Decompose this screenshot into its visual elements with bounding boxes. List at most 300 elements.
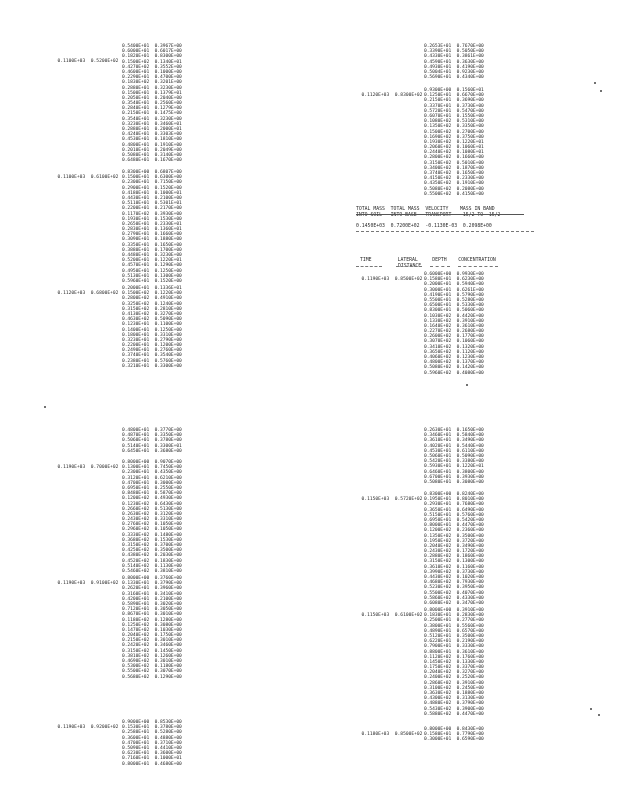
concentration-value: 0.3810E+00 <box>154 568 182 574</box>
concentration-value: 0.5760E+00 <box>154 358 182 364</box>
depth-value: 0.3630E+02 <box>424 691 452 696</box>
depth-value: 0.2600E+02 <box>424 334 452 340</box>
concentration-value: 0.2550E+00 <box>154 485 182 491</box>
depth-value: 0.6000E+00 <box>424 272 452 277</box>
concentration-value: 0.3630E+00 <box>456 59 484 65</box>
depth-value: 0.1500E+02 <box>122 291 150 297</box>
depth-value: 0.2660E+02 <box>122 506 150 512</box>
concentration-value: 0.5301E+01 <box>154 201 182 207</box>
depth-value: 0.1500E+02 <box>122 59 150 65</box>
concentration-value: 0.5090E+00 <box>154 317 182 323</box>
concentration-value: 0.7150E+00 <box>154 180 182 186</box>
summary-val-1: 0.1450E+03 <box>356 224 385 229</box>
concentration-value: 0.3900E+00 <box>456 706 484 712</box>
depth-value: 0.4330E+01 <box>424 54 452 60</box>
depth-value: 0.6220E+01 <box>424 639 452 645</box>
concentration-value: 0.3050E+00 <box>154 607 182 613</box>
concentration-value: 0.6110E+00 <box>456 448 484 454</box>
concentration-value: 0.4190E+00 <box>456 64 484 70</box>
depth-value: 0.6480E+01 <box>122 158 150 164</box>
group-lateral: 0.6100E+02 <box>394 613 423 618</box>
concentration-value: 0.4340E+00 <box>456 75 484 81</box>
concentration-value: 0.5010E+00 <box>456 160 484 166</box>
concentration-value: 0.2700E+00 <box>456 129 484 135</box>
concentration-value: 0.1550E+00 <box>456 113 484 119</box>
depth-value: 0.2880E+01 <box>122 127 150 132</box>
depth-value: 0.4700E+01 <box>122 480 150 486</box>
depth-value: 0.8670E+01 <box>122 612 150 618</box>
depth-value: 0.1170E+02 <box>122 211 150 217</box>
depth-value: 0.2830E+01 <box>122 227 150 233</box>
concentration-value: 0.6807E+00 <box>154 170 182 175</box>
depth-value: 0.3810E+02 <box>122 653 150 659</box>
concentration-value: 0.3950E+00 <box>456 585 484 591</box>
depth-value: 0.1830E+02 <box>122 80 150 86</box>
scan-speck <box>600 90 602 92</box>
summary-col-3: VELOCITY <box>425 207 449 212</box>
concentration-value: 0.3230E+00 <box>154 253 182 258</box>
depth-value: 0.2500E+01 <box>424 618 452 624</box>
depth-value: 0.2040E+02 <box>122 633 150 639</box>
concentration-value: 0.1560E+01 <box>456 88 484 93</box>
concentration-value: 0.3490E+00 <box>456 438 484 444</box>
concentration-value: 0.8300E+00 <box>154 54 182 60</box>
concentration-value: 0.1200E+00 <box>154 343 182 349</box>
concentration-value: 0.1279E+00 <box>154 106 182 112</box>
depth-value: 0.4590E+01 <box>424 59 452 65</box>
depth-value: 0.1400E+01 <box>122 327 150 333</box>
depth-value: 0.2490E+01 <box>122 348 150 354</box>
depth-value: 0.1350E+02 <box>424 124 452 130</box>
concentration-value: 0.3380E+00 <box>456 459 484 465</box>
concentration-value: 0.3552E+00 <box>154 64 182 70</box>
concentration-value: 0.2520E+00 <box>456 675 484 681</box>
concentration-value: 0.3020E+00 <box>154 601 182 607</box>
depth-value: 0.4300E+02 <box>424 696 452 702</box>
concentration-value: 0.3690E+00 <box>456 98 484 104</box>
depth-value: 0.6460E+01 <box>424 469 452 475</box>
depth-value: 0.6950E+01 <box>424 517 452 523</box>
depth-value: 0.1180E+02 <box>122 617 150 623</box>
concentration-value: 0.3910E+00 <box>456 680 484 686</box>
scan-speck <box>466 384 468 386</box>
depth-value: 0.2000E+01 <box>424 282 452 288</box>
depth-value: 0.4800E+01 <box>122 428 150 433</box>
scan-speck <box>590 708 592 710</box>
depth-value: 0.4130E+02 <box>122 311 150 317</box>
concentration-value: 0.2830E+00 <box>456 613 484 619</box>
concentration-value: 0.1290E+00 <box>154 263 182 269</box>
concentration-value: 0.5060E+00 <box>456 308 484 314</box>
table-row <box>424 480 484 485</box>
depth-value: 0.5080E+02 <box>424 186 452 192</box>
concentration-value: 0.1340E+01 <box>154 59 182 65</box>
depth-value: 0.3070E+02 <box>424 339 452 345</box>
concentration-value: 0.2100E+00 <box>154 596 182 602</box>
depth-value: 0.1350E+02 <box>424 533 452 539</box>
group-time: 0.1120E+03 <box>57 291 86 296</box>
depth-value: 0.5500E+01 <box>424 297 452 303</box>
data-block-left-top-2 <box>122 170 182 284</box>
group-time: 0.1190E+03 <box>57 581 86 586</box>
concentration-value: 0.8530E+00 <box>154 720 182 725</box>
col-time: TIME <box>360 258 372 263</box>
depth-value: 0.3100E+02 <box>424 685 452 691</box>
depth-value: 0.8480E+01 <box>122 491 150 497</box>
concentration-value: 0.3310E+00 <box>154 517 182 523</box>
depth-value: 0.2653E+01 <box>424 44 452 49</box>
depth-value: 0.3350E+01 <box>122 242 150 248</box>
data-block-right-top <box>424 44 484 80</box>
depth-value: 0.4200E+01 <box>122 596 150 602</box>
summary-val-2: 0.7200E+02 <box>390 224 420 229</box>
concentration-value: 0.5280E+00 <box>154 730 182 736</box>
data-block-right-top-2 <box>424 88 484 197</box>
depth-value: 0.2840E+01 <box>122 106 150 112</box>
concentration-value: 0.3760E+00 <box>154 576 182 581</box>
depth-value: 0.2860E+02 <box>424 680 452 686</box>
concentration-value: 0.5050E+00 <box>456 49 484 55</box>
depth-value: 0.2760E+02 <box>122 522 150 528</box>
divider <box>458 266 498 267</box>
depth-value: 0.1470E+02 <box>122 627 150 633</box>
depth-value: 0.1450E+02 <box>424 659 452 665</box>
depth-value: 0.5880E+02 <box>424 711 452 717</box>
concentration-value: 0.3410E+00 <box>154 591 182 597</box>
col-concentration: CONCENTRATION <box>458 258 496 263</box>
concentration-value: 0.4350E+00 <box>154 470 182 476</box>
table-row <box>122 449 182 454</box>
depth-value: 0.4430E+01 <box>122 195 150 201</box>
concentration-value: 0.6261E+00 <box>456 287 484 293</box>
concentration-value: 0.3460E+01 <box>154 121 182 127</box>
concentration-value: 0.3700E+00 <box>154 543 182 548</box>
depth-value: 0.3150E+02 <box>424 559 452 565</box>
concentration-value: 0.2000E+01 <box>154 127 182 132</box>
concentration-value: 0.5760E+00 <box>456 512 484 518</box>
concentration-value: 0.2049E+00 <box>154 147 182 153</box>
table-row <box>424 737 484 742</box>
group-lateral: 0.8500E+02 <box>394 277 423 282</box>
depth-value: 0.4180E+01 <box>122 190 150 196</box>
concentration-value: 0.5940E+00 <box>456 282 484 288</box>
depth-value: 0.1230E+01 <box>122 322 150 328</box>
depth-value: 0.2010E+01 <box>122 147 150 153</box>
group-label <box>356 727 422 737</box>
depth-value: 0.1120E+02 <box>424 654 452 660</box>
concentration-value: 0.5280E+00 <box>456 297 484 303</box>
data-block-left-top-3 <box>122 286 182 369</box>
concentration-value: 0.1650E+00 <box>456 428 484 433</box>
group-label <box>52 720 118 730</box>
depth-value: 0.4950E+01 <box>122 268 150 274</box>
depth-value: 0.5200E+01 <box>122 258 150 264</box>
depth-value: 0.2150E+02 <box>122 638 150 644</box>
group-time: 0.1150E+03 <box>361 497 390 502</box>
depth-value: 0.8000E+01 <box>424 523 452 529</box>
data-block-right-bottom-4 <box>424 727 484 743</box>
depth-value: 0.1950E+01 <box>424 497 452 503</box>
depth-value: 0.8000E+00 <box>122 576 150 581</box>
table-row <box>122 364 182 369</box>
depth-value: 0.2200E+01 <box>122 206 150 212</box>
depth-value: 0.3230E+01 <box>122 337 150 343</box>
concentration-value: 0.1050E+00 <box>154 527 182 533</box>
concentration-value: 0.3470E+00 <box>456 600 484 606</box>
depth-value: 0.4020E+01 <box>424 443 452 449</box>
concentration-value: 0.2680E+00 <box>456 329 484 335</box>
depth-value: 0.2790E+01 <box>122 232 150 238</box>
data-block-right-bottom-3 <box>424 608 484 717</box>
depth-value: 0.1830E+01 <box>424 613 452 619</box>
depth-value: 0.1820E+01 <box>122 54 150 60</box>
depth-value: 0.2420E+02 <box>122 643 150 649</box>
summary-col-1: TOTAL MASS <box>356 207 385 212</box>
concentration-value: 0.1330E+00 <box>456 659 484 665</box>
depth-value: 0.5890E+01 <box>122 601 150 607</box>
depth-value: 0.6450E+01 <box>122 448 150 454</box>
concentration-value: 0.6300E+00 <box>154 175 182 181</box>
concentration-value: 0.3010E+00 <box>154 612 182 618</box>
group-time: 0.1100E+03 <box>57 59 86 64</box>
depth-value: 0.5140E+01 <box>122 443 150 449</box>
concentration-value: 0.3710E+00 <box>154 740 182 746</box>
concentration-value: 0.2810E+00 <box>154 306 182 312</box>
depth-value: 0.8300E+00 <box>424 492 452 497</box>
group-time: 0.1190E+03 <box>57 465 86 470</box>
summary-sub-2: INTO BASE <box>390 213 417 218</box>
concentration-value: 0.1870E+00 <box>456 165 484 171</box>
summary-sub-1: INTO SOIL <box>356 213 382 218</box>
divider <box>356 214 524 215</box>
concentration-value: 0.1300E+00 <box>154 273 182 279</box>
depth-value: 0.2380E+01 <box>122 358 150 364</box>
depth-value: 0.3250E+02 <box>122 301 150 307</box>
concentration-value: 0.4880E+00 <box>154 735 182 741</box>
depth-value: 0.5500E+02 <box>424 590 452 596</box>
depth-value: 0.4800E+01 <box>122 142 150 148</box>
depth-value: 0.1750E+02 <box>424 665 452 671</box>
concentration-value: 0.3730E+00 <box>456 569 484 575</box>
concentration-value: 0.1880E+00 <box>456 691 484 696</box>
concentration-value: 0.1720E+00 <box>456 549 484 555</box>
concentration-value: 0.3201E+00 <box>154 80 182 86</box>
concentration-value: 0.8430E+00 <box>456 727 484 732</box>
table-row <box>424 192 484 197</box>
concentration-value: 0.1240E+00 <box>154 301 182 307</box>
concentration-value: 0.3930E+00 <box>456 474 484 480</box>
group-time: 0.1180E+03 <box>361 732 390 737</box>
depth-value: 0.3650E+02 <box>424 349 452 355</box>
depth-value: 0.2960E+02 <box>122 527 150 533</box>
concentration-value: 0.1336E+01 <box>154 286 182 291</box>
group-label <box>356 88 422 98</box>
summary-val-4: 0.2098E+00 <box>462 224 492 229</box>
depth-value: 0.2440E+02 <box>424 150 452 156</box>
depth-value: 0.2270E+02 <box>424 329 452 335</box>
concentration-value: 0.1860E+00 <box>456 554 484 560</box>
concentration-value: 0.3750E+00 <box>456 134 484 140</box>
depth-value: 0.3990E+02 <box>424 569 452 575</box>
concentration-value: 0.2450E+00 <box>456 685 484 691</box>
concentration-value: 0.1650E+00 <box>154 242 182 248</box>
depth-value: 0.4890E+01 <box>424 628 452 634</box>
concentration-value: 0.1830E+00 <box>154 558 182 564</box>
concentration-value: 0.3790E+00 <box>456 701 484 707</box>
depth-value: 0.3740E+01 <box>122 353 150 359</box>
scan-speck <box>594 82 596 84</box>
table-row <box>424 712 484 717</box>
depth-value: 0.4350E+02 <box>424 181 452 187</box>
concentration-value: 0.9230E+00 <box>456 69 484 75</box>
concentration-value: 0.2100E+00 <box>154 195 182 201</box>
depth-value: 0.5930E+01 <box>424 464 452 470</box>
concentration-value: 0.1100E+00 <box>154 322 182 328</box>
concentration-value: 0.1160E+00 <box>456 564 484 570</box>
concentration-value: 0.1220E+01 <box>154 258 182 264</box>
concentration-value: 0.3120E+00 <box>154 511 182 517</box>
concentration-value: 0.2770E+00 <box>456 618 484 624</box>
depth-value: 0.3150E+02 <box>122 543 150 548</box>
concentration-value: 0.5790E+00 <box>456 292 484 298</box>
concentration-value: 0.6570E+00 <box>456 628 484 634</box>
concentration-value: 0.1320E+00 <box>456 344 484 350</box>
concentration-value: 0.4070E+00 <box>456 590 484 596</box>
concentration-value: 0.4930E+00 <box>154 496 182 502</box>
depth-value: 0.3150E+02 <box>122 306 150 312</box>
group-lateral: 0.8500E+02 <box>394 732 423 737</box>
depth-value: 0.4240E+01 <box>122 132 150 138</box>
group-lateral: 0.8300E+02 <box>394 93 423 98</box>
concentration-value: 0.2560E+00 <box>154 101 182 107</box>
depth-value: 0.3540E+01 <box>122 116 150 122</box>
divider <box>430 266 450 267</box>
depth-value: 0.2930E+01 <box>424 502 452 508</box>
table-row <box>122 569 182 574</box>
concentration-value: 0.3790E+00 <box>154 581 182 587</box>
data-block-right-bottom <box>424 428 484 485</box>
depth-value: 0.5400E+01 <box>122 44 150 49</box>
table-subheader <box>398 258 421 270</box>
depth-value: 0.3410E+02 <box>424 344 452 350</box>
divider <box>356 231 534 232</box>
depth-value: 0.1500E+01 <box>122 175 150 181</box>
concentration-value: 0.1280E+00 <box>154 617 182 623</box>
concentration-value: 0.1220E+00 <box>154 291 182 297</box>
concentration-value: 0.1480E+00 <box>154 532 182 538</box>
depth-value: 0.5110E+01 <box>122 201 150 207</box>
concentration-value: 0.1220E+01 <box>456 464 484 470</box>
concentration-value: 0.4470E+00 <box>456 523 484 529</box>
depth-value: 0.5090E+01 <box>122 745 150 751</box>
depth-value: 0.1330E+01 <box>122 581 150 587</box>
concentration-value: 0.2040E+00 <box>154 95 182 101</box>
summary-val-3: -0.1130E-03 <box>425 224 458 229</box>
divider <box>396 266 422 267</box>
depth-value: 0.5080E+02 <box>424 365 452 371</box>
depth-value: 0.2200E+01 <box>122 343 150 349</box>
concentration-value: 0.3330E+00 <box>456 644 484 650</box>
concentration-value: 0.1370E+00 <box>456 360 484 366</box>
concentration-value: 0.4150E+00 <box>456 191 484 197</box>
concentration-value: 0.3680E+00 <box>154 448 182 454</box>
concentration-value: 0.2330E+01 <box>154 221 182 227</box>
concentration-value: 0.1810E+00 <box>154 137 182 143</box>
concentration-value: 0.1880E+00 <box>154 237 182 243</box>
table-row <box>424 601 484 606</box>
concentration-value: 0.9070E+00 <box>154 460 182 465</box>
concentration-value: 0.5310E+00 <box>456 119 484 125</box>
depth-value: 0.8800E+01 <box>424 649 452 655</box>
concentration-value: 0.1660E+00 <box>456 155 484 161</box>
concentration-value: 0.5420E+00 <box>456 517 484 523</box>
summary-sub-3: TRANSPORT <box>425 213 452 218</box>
depth-value: 0.6700E+01 <box>424 474 452 480</box>
depth-value: 0.1330E+02 <box>424 318 452 324</box>
concentration-value: 0.3460E+00 <box>154 643 182 649</box>
concentration-value: 0.7450E+00 <box>154 465 182 471</box>
depth-value: 0.5500E+02 <box>122 669 150 675</box>
concentration-value: 0.5560E+00 <box>456 623 484 629</box>
depth-value: 0.2300E+01 <box>122 180 150 186</box>
depth-value: 0.2040E+02 <box>424 670 452 676</box>
depth-value: 0.5960E+02 <box>424 370 452 376</box>
depth-value: 0.1080E+02 <box>424 119 452 125</box>
concentration-value: 0.2080E+00 <box>456 186 484 192</box>
depth-value: 0.4630E+02 <box>122 317 150 323</box>
depth-value: 0.5690E+01 <box>424 75 452 81</box>
table-row <box>122 279 182 284</box>
concentration-value: 0.1080E+01 <box>456 150 484 156</box>
depth-value: 0.3330E+02 <box>122 532 150 538</box>
group-lateral: 0.9200E+02 <box>90 725 119 730</box>
depth-value: 0.1530E+01 <box>122 725 150 731</box>
group-lateral: 0.7000E+02 <box>90 465 119 470</box>
concentration-value: 0.1770E+00 <box>456 334 484 340</box>
depth-value: 0.8000E+00 <box>122 460 150 465</box>
concentration-value: 0.3490E+00 <box>456 543 484 549</box>
group-label <box>356 608 422 618</box>
concentration-value: 0.4680E+00 <box>154 761 182 767</box>
data-block-left-top <box>122 44 182 163</box>
concentration-value: 0.3270E+00 <box>456 670 484 676</box>
depth-value: 0.4680E+02 <box>424 580 452 586</box>
concentration-value: 0.3800E+00 <box>456 469 484 475</box>
summary-col-2: TOTAL MASS <box>390 207 420 212</box>
depth-value: 0.3370E+01 <box>424 103 452 109</box>
depth-value: 0.4870E+01 <box>122 433 150 439</box>
concentration-value: 0.6230E+00 <box>456 277 484 283</box>
concentration-value: 0.3300E+01 <box>154 443 182 449</box>
concentration-value: 0.3130E+00 <box>456 696 484 702</box>
depth-value: 0.3210E+01 <box>122 363 150 369</box>
depth-value: 0.3150E+02 <box>122 648 150 654</box>
concentration-value: 0.7790E+00 <box>456 732 484 738</box>
group-time: 0.1190E+03 <box>57 725 86 730</box>
concentration-value: 0.3861E+00 <box>456 54 484 60</box>
depth-value: 0.4060E+02 <box>424 355 452 360</box>
summary-col-4: MASS IN BAND <box>460 207 495 212</box>
depth-value: 0.2620E+01 <box>122 586 150 592</box>
concentration-value: 0.3500E+00 <box>154 548 182 554</box>
concentration-value: 0.5330E+00 <box>456 303 484 309</box>
depth-value: 0.4600E+01 <box>122 69 150 75</box>
group-time: 0.1190E+03 <box>361 277 390 282</box>
depth-value: 0.3000E+01 <box>424 287 452 293</box>
depth-value: 0.5130E+01 <box>122 273 150 279</box>
depth-value: 0.3650E+01 <box>424 507 452 513</box>
concentration-value: 0.3780E+00 <box>154 725 182 731</box>
